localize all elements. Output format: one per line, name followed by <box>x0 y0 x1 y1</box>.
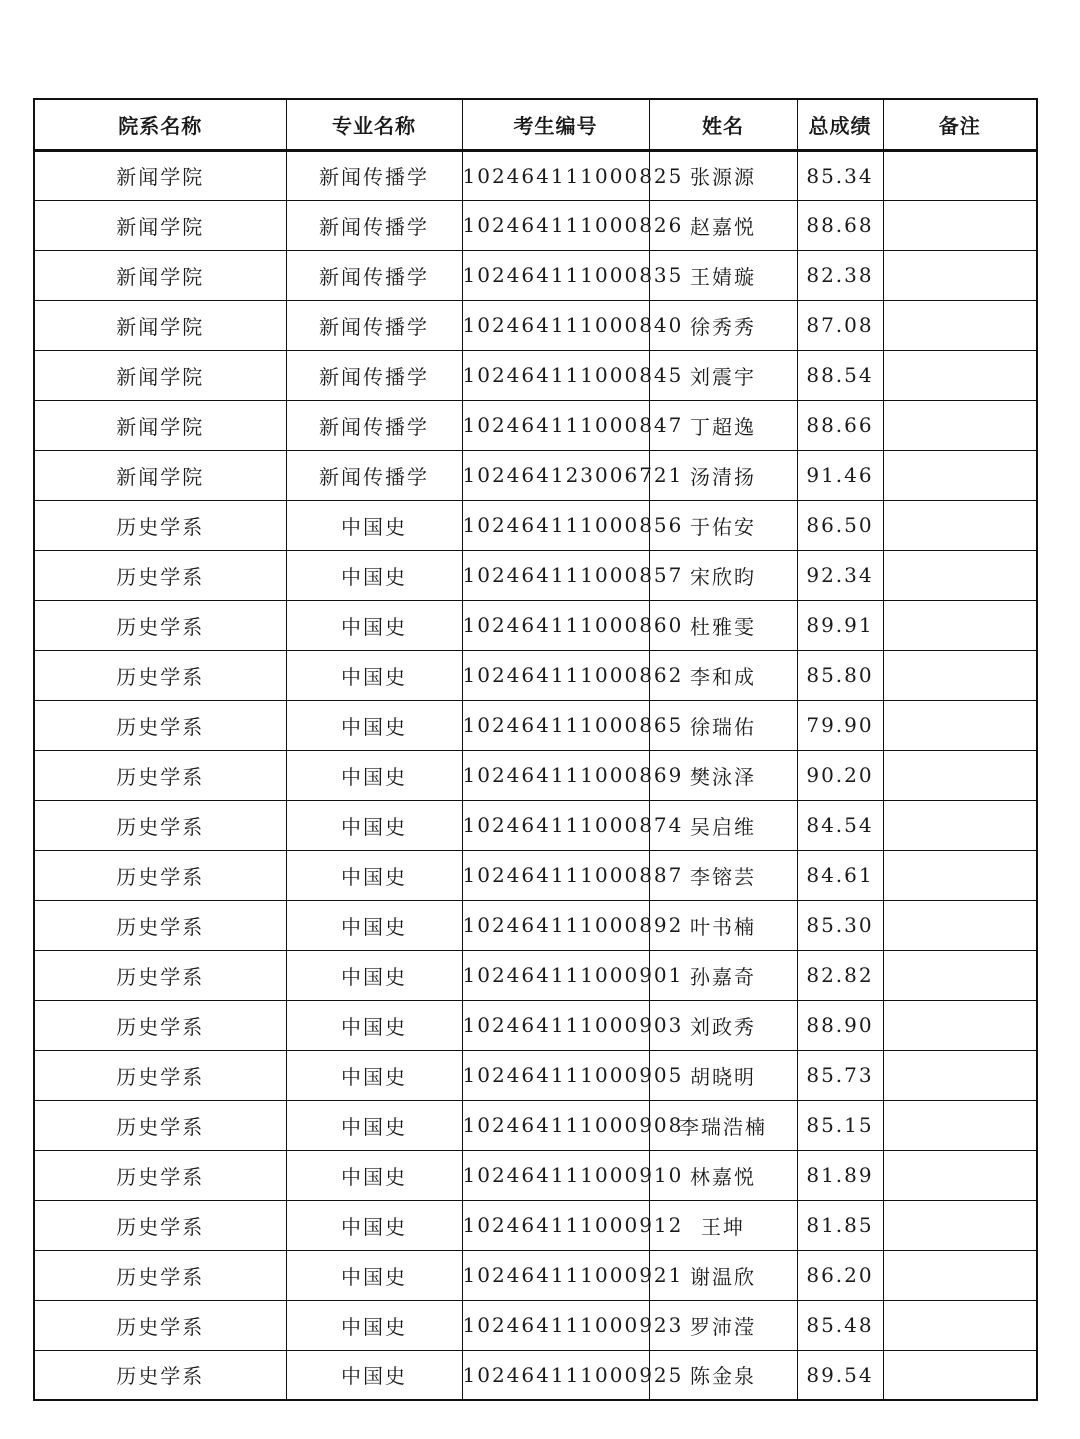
cell-major: 新闻传播学 <box>286 450 462 500</box>
header-name: 姓名 <box>649 99 797 150</box>
cell-candidate-id: 102464111000901 <box>462 950 649 1000</box>
cell-note <box>883 350 1037 400</box>
cell-dept: 历史学系 <box>34 750 286 800</box>
cell-major: 新闻传播学 <box>286 200 462 250</box>
cell-major: 中国史 <box>286 650 462 700</box>
cell-name: 杜雅雯 <box>649 600 797 650</box>
cell-total-score: 90.20 <box>797 750 883 800</box>
cell-candidate-id: 102464111000825 <box>462 150 649 200</box>
cell-note <box>883 1250 1037 1300</box>
cell-candidate-id: 102464123006721 <box>462 450 649 500</box>
cell-total-score: 88.68 <box>797 200 883 250</box>
cell-note <box>883 500 1037 550</box>
cell-candidate-id: 102464111000869 <box>462 750 649 800</box>
table-row <box>34 1100 1037 1150</box>
table-row <box>34 900 1037 950</box>
cell-note <box>883 1150 1037 1200</box>
cell-note <box>883 950 1037 1000</box>
cell-dept: 历史学系 <box>34 1150 286 1200</box>
cell-major: 中国史 <box>286 1050 462 1100</box>
cell-total-score: 89.54 <box>797 1350 883 1400</box>
cell-total-score: 84.54 <box>797 800 883 850</box>
cell-note <box>883 1000 1037 1050</box>
cell-major: 中国史 <box>286 1250 462 1300</box>
cell-candidate-id: 102464111000835 <box>462 250 649 300</box>
cell-dept: 历史学系 <box>34 1100 286 1150</box>
cell-major: 中国史 <box>286 500 462 550</box>
cell-candidate-id: 102464111000908 <box>462 1100 649 1150</box>
cell-candidate-id: 102464111000903 <box>462 1000 649 1050</box>
cell-name: 吴启维 <box>649 800 797 850</box>
cell-total-score: 81.85 <box>797 1200 883 1250</box>
cell-major: 中国史 <box>286 750 462 800</box>
cell-total-score: 82.82 <box>797 950 883 1000</box>
cell-total-score: 85.34 <box>797 150 883 200</box>
cell-name: 刘震宇 <box>649 350 797 400</box>
cell-major: 中国史 <box>286 1150 462 1200</box>
cell-name: 王坤 <box>649 1200 797 1250</box>
table-row <box>34 750 1037 800</box>
cell-total-score: 88.66 <box>797 400 883 450</box>
table-row <box>34 1000 1037 1050</box>
cell-total-score: 85.48 <box>797 1300 883 1350</box>
cell-name: 胡晓明 <box>649 1050 797 1100</box>
cell-candidate-id: 102464111000905 <box>462 1050 649 1100</box>
cell-total-score: 86.20 <box>797 1250 883 1300</box>
header-total-score: 总成绩 <box>797 99 883 150</box>
cell-candidate-id: 102464111000862 <box>462 650 649 700</box>
table-row <box>34 1300 1037 1350</box>
cell-name: 叶书楠 <box>649 900 797 950</box>
cell-note <box>883 750 1037 800</box>
cell-note <box>883 300 1037 350</box>
cell-note <box>883 900 1037 950</box>
cell-dept: 新闻学院 <box>34 400 286 450</box>
cell-dept: 历史学系 <box>34 800 286 850</box>
cell-note <box>883 400 1037 450</box>
cell-name: 刘政秀 <box>649 1000 797 1050</box>
cell-total-score: 85.15 <box>797 1100 883 1150</box>
cell-name: 罗沛滢 <box>649 1300 797 1350</box>
cell-total-score: 91.46 <box>797 450 883 500</box>
cell-total-score: 84.61 <box>797 850 883 900</box>
cell-name: 张源源 <box>649 150 797 200</box>
table-row <box>34 150 1037 200</box>
cell-name: 陈金泉 <box>649 1350 797 1400</box>
cell-dept: 历史学系 <box>34 1200 286 1250</box>
cell-candidate-id: 102464111000921 <box>462 1250 649 1300</box>
table-row <box>34 1250 1037 1300</box>
admission-score-table <box>33 98 1038 1401</box>
cell-dept: 历史学系 <box>34 1350 286 1400</box>
table-row <box>34 650 1037 700</box>
table-body <box>34 150 1037 1400</box>
cell-candidate-id: 102464111000860 <box>462 600 649 650</box>
cell-major: 新闻传播学 <box>286 350 462 400</box>
table-row <box>34 350 1037 400</box>
cell-total-score: 89.91 <box>797 600 883 650</box>
cell-total-score: 81.89 <box>797 1150 883 1200</box>
cell-note <box>883 1300 1037 1350</box>
cell-name: 赵嘉悦 <box>649 200 797 250</box>
cell-total-score: 86.50 <box>797 500 883 550</box>
cell-total-score: 88.90 <box>797 1000 883 1050</box>
cell-major: 中国史 <box>286 1000 462 1050</box>
table-row <box>34 250 1037 300</box>
cell-dept: 历史学系 <box>34 1300 286 1350</box>
cell-name: 李和成 <box>649 650 797 700</box>
table-row <box>34 950 1037 1000</box>
cell-candidate-id: 102464111000874 <box>462 800 649 850</box>
table-row <box>34 1150 1037 1200</box>
cell-name: 林嘉悦 <box>649 1150 797 1200</box>
cell-note <box>883 700 1037 750</box>
cell-dept: 新闻学院 <box>34 450 286 500</box>
cell-dept: 历史学系 <box>34 700 286 750</box>
cell-major: 中国史 <box>286 800 462 850</box>
cell-dept: 历史学系 <box>34 500 286 550</box>
cell-dept: 新闻学院 <box>34 200 286 250</box>
header-note: 备注 <box>883 99 1037 150</box>
cell-name: 王婧璇 <box>649 250 797 300</box>
cell-name: 孙嘉奇 <box>649 950 797 1000</box>
cell-candidate-id: 102464111000887 <box>462 850 649 900</box>
cell-dept: 历史学系 <box>34 1250 286 1300</box>
table-row <box>34 1050 1037 1100</box>
table-row <box>34 500 1037 550</box>
cell-name: 汤清扬 <box>649 450 797 500</box>
header-row <box>34 99 1037 150</box>
cell-candidate-id: 102464111000892 <box>462 900 649 950</box>
cell-dept: 历史学系 <box>34 1050 286 1100</box>
cell-note <box>883 1200 1037 1250</box>
cell-note <box>883 250 1037 300</box>
cell-major: 中国史 <box>286 700 462 750</box>
cell-total-score: 88.54 <box>797 350 883 400</box>
cell-name: 李瑞浩楠 <box>649 1100 797 1150</box>
cell-major: 中国史 <box>286 900 462 950</box>
cell-total-score: 85.30 <box>797 900 883 950</box>
cell-major: 中国史 <box>286 850 462 900</box>
cell-name: 徐瑞佑 <box>649 700 797 750</box>
cell-major: 新闻传播学 <box>286 250 462 300</box>
cell-name: 徐秀秀 <box>649 300 797 350</box>
cell-candidate-id: 102464111000925 <box>462 1350 649 1400</box>
cell-note <box>883 1100 1037 1150</box>
table-row <box>34 1350 1037 1400</box>
header-candidate-id: 考生编号 <box>462 99 649 150</box>
cell-note <box>883 1350 1037 1400</box>
cell-total-score: 92.34 <box>797 550 883 600</box>
cell-candidate-id: 102464111000910 <box>462 1150 649 1200</box>
cell-major: 中国史 <box>286 1200 462 1250</box>
cell-total-score: 82.38 <box>797 250 883 300</box>
cell-dept: 新闻学院 <box>34 150 286 200</box>
cell-candidate-id: 102464111000865 <box>462 700 649 750</box>
cell-candidate-id: 102464111000912 <box>462 1200 649 1250</box>
cell-major: 中国史 <box>286 1350 462 1400</box>
cell-dept: 历史学系 <box>34 1000 286 1050</box>
cell-name: 谢温欣 <box>649 1250 797 1300</box>
table-row <box>34 550 1037 600</box>
table-row <box>34 450 1037 500</box>
cell-note <box>883 1050 1037 1100</box>
cell-major: 中国史 <box>286 1300 462 1350</box>
cell-dept: 历史学系 <box>34 600 286 650</box>
cell-total-score: 85.73 <box>797 1050 883 1100</box>
cell-candidate-id: 102464111000847 <box>462 400 649 450</box>
cell-note <box>883 600 1037 650</box>
header-dept: 院系名称 <box>34 99 286 150</box>
cell-note <box>883 150 1037 200</box>
cell-major: 中国史 <box>286 950 462 1000</box>
cell-candidate-id: 102464111000826 <box>462 200 649 250</box>
cell-name: 丁超逸 <box>649 400 797 450</box>
cell-name: 樊泳泽 <box>649 750 797 800</box>
table-row <box>34 800 1037 850</box>
cell-note <box>883 450 1037 500</box>
cell-dept: 新闻学院 <box>34 250 286 300</box>
header-major: 专业名称 <box>286 99 462 150</box>
cell-dept: 历史学系 <box>34 650 286 700</box>
cell-dept: 新闻学院 <box>34 350 286 400</box>
cell-dept: 历史学系 <box>34 550 286 600</box>
cell-candidate-id: 102464111000923 <box>462 1300 649 1350</box>
table-row <box>34 600 1037 650</box>
cell-note <box>883 550 1037 600</box>
score-sheet <box>33 98 1036 1401</box>
cell-major: 中国史 <box>286 600 462 650</box>
cell-total-score: 87.08 <box>797 300 883 350</box>
cell-name: 宋欣昀 <box>649 550 797 600</box>
cell-note <box>883 850 1037 900</box>
cell-total-score: 79.90 <box>797 700 883 750</box>
cell-major: 中国史 <box>286 1100 462 1150</box>
cell-name: 于佑安 <box>649 500 797 550</box>
cell-note <box>883 800 1037 850</box>
cell-major: 新闻传播学 <box>286 300 462 350</box>
cell-name: 李镕芸 <box>649 850 797 900</box>
table-row <box>34 200 1037 250</box>
cell-candidate-id: 102464111000856 <box>462 500 649 550</box>
table-row <box>34 400 1037 450</box>
cell-major: 中国史 <box>286 550 462 600</box>
table-row <box>34 300 1037 350</box>
cell-note <box>883 650 1037 700</box>
cell-candidate-id: 102464111000845 <box>462 350 649 400</box>
table-row <box>34 850 1037 900</box>
cell-total-score: 85.80 <box>797 650 883 700</box>
table-row <box>34 1200 1037 1250</box>
cell-dept: 新闻学院 <box>34 300 286 350</box>
cell-major: 新闻传播学 <box>286 150 462 200</box>
cell-candidate-id: 102464111000840 <box>462 300 649 350</box>
cell-major: 新闻传播学 <box>286 400 462 450</box>
cell-note <box>883 200 1037 250</box>
cell-dept: 历史学系 <box>34 900 286 950</box>
cell-dept: 历史学系 <box>34 950 286 1000</box>
cell-dept: 历史学系 <box>34 850 286 900</box>
cell-candidate-id: 102464111000857 <box>462 550 649 600</box>
table-row <box>34 700 1037 750</box>
